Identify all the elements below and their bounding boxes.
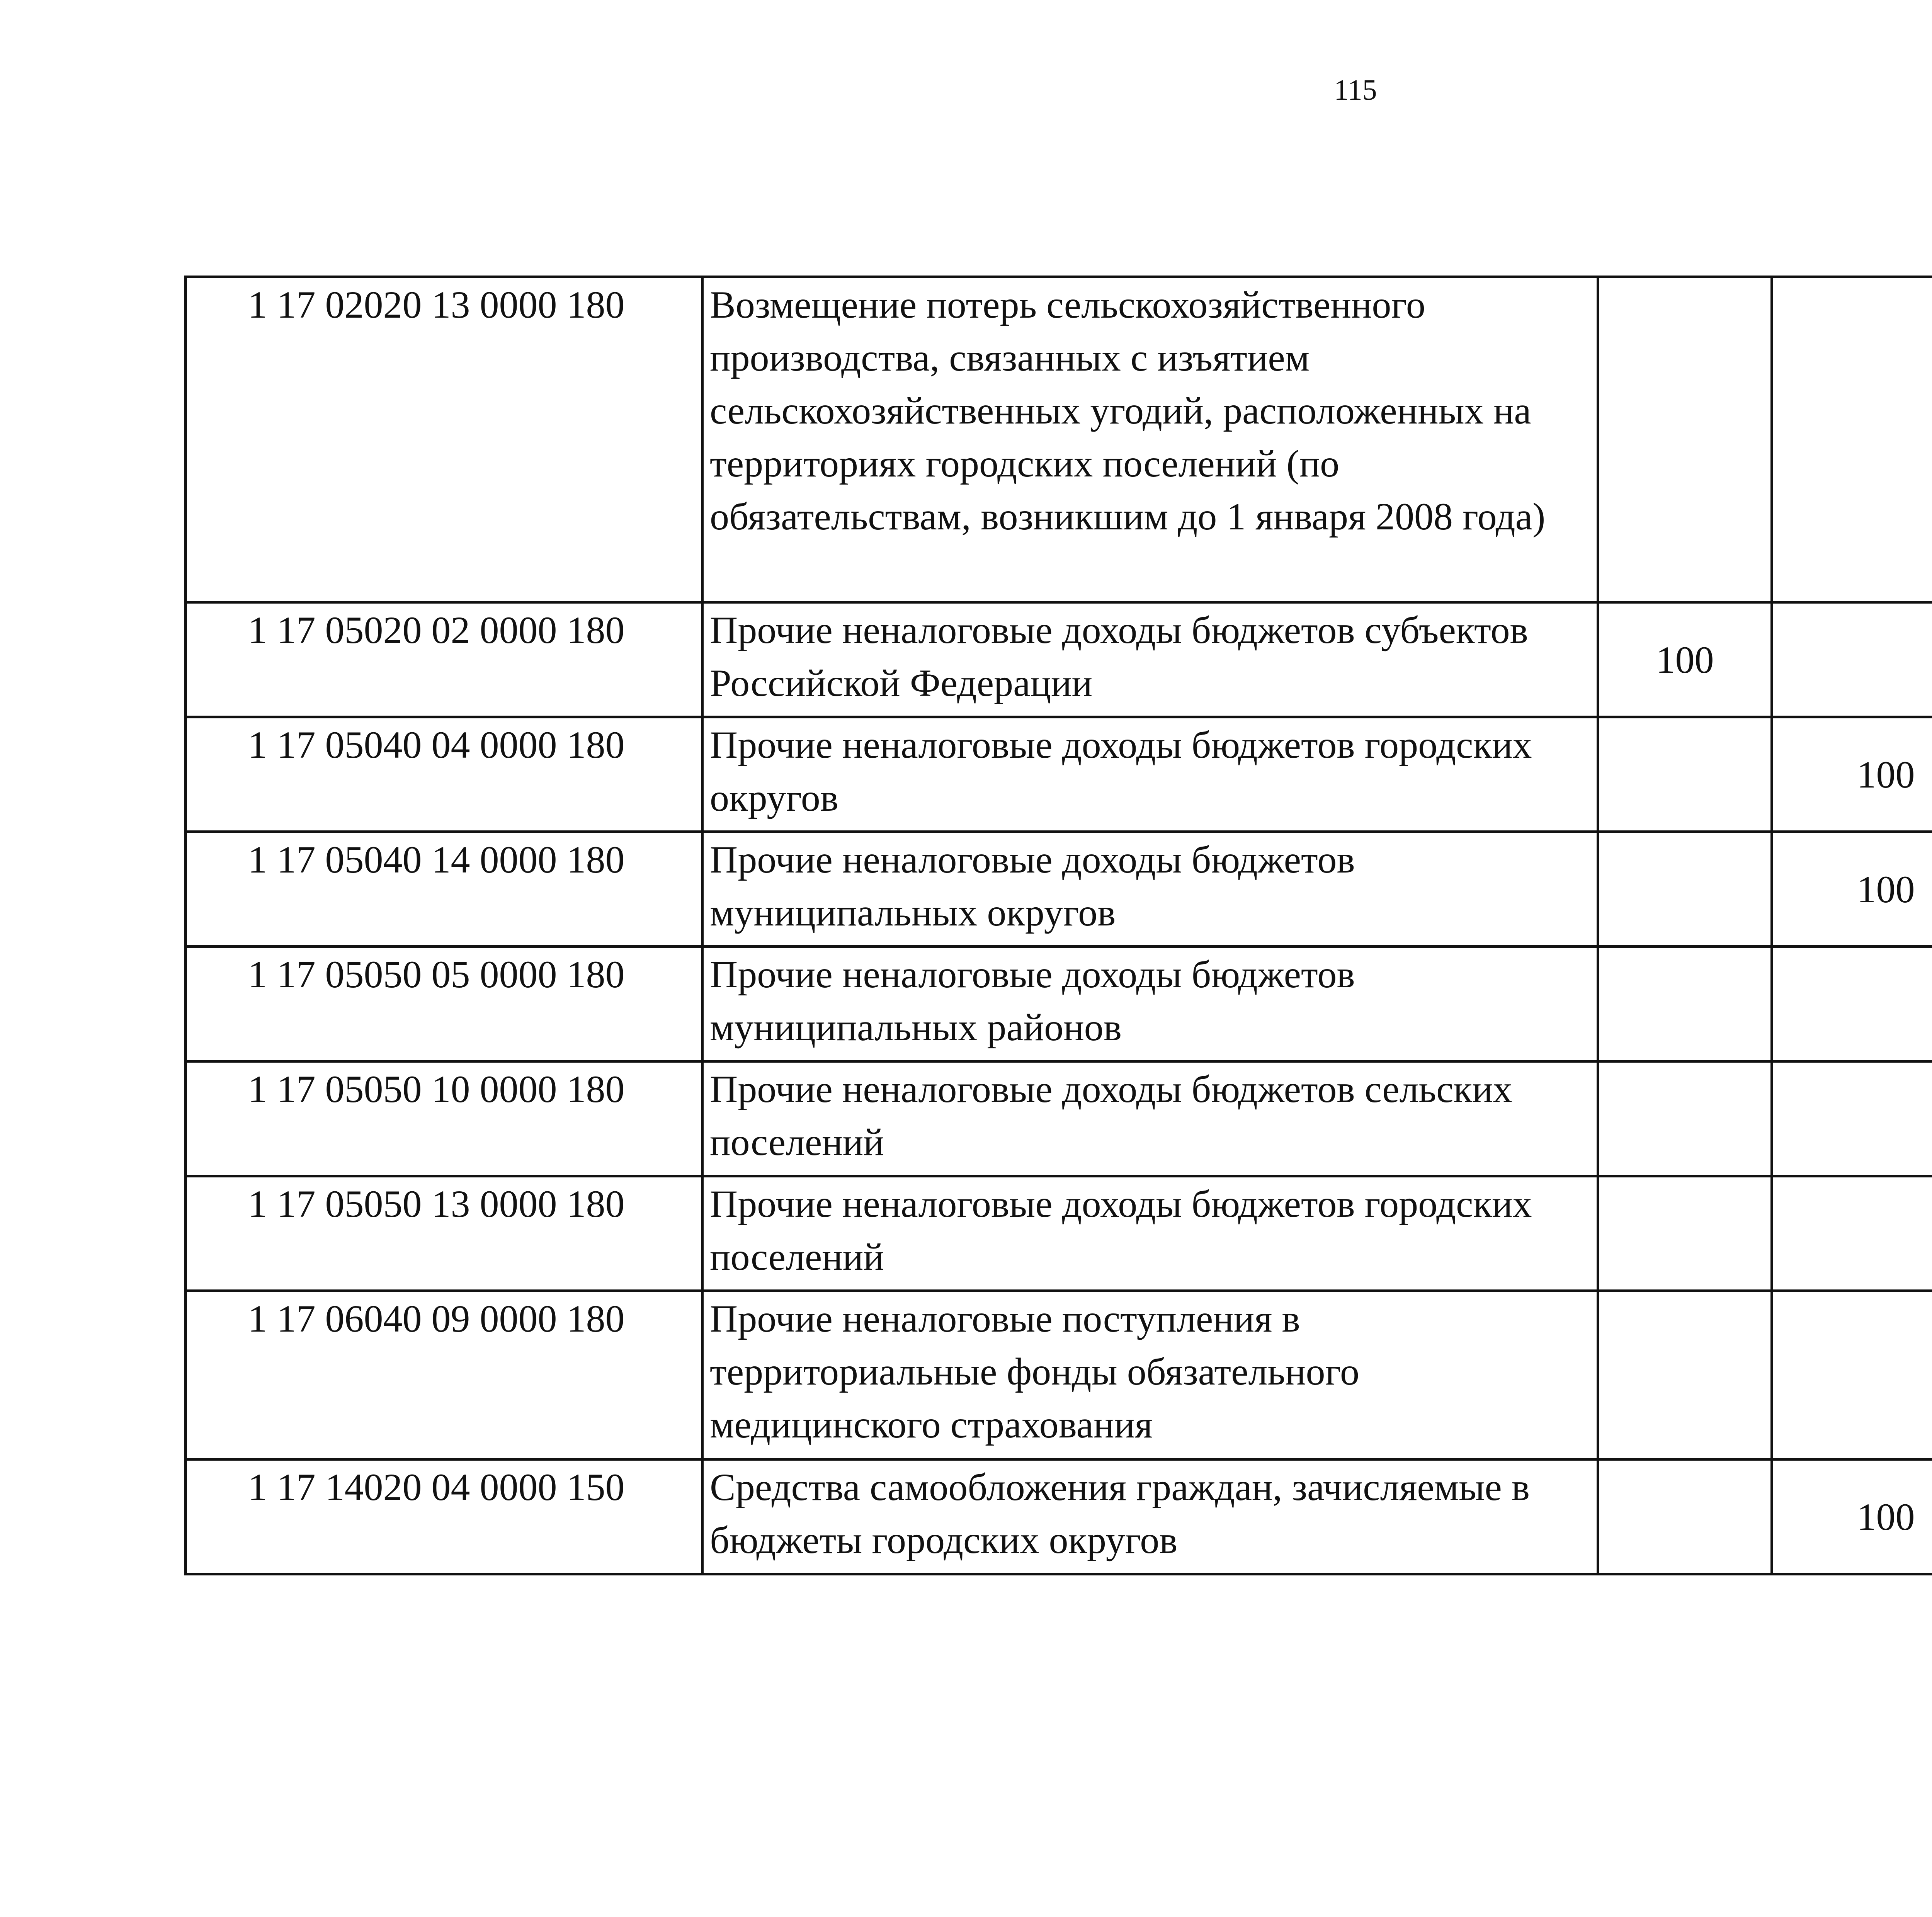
value-cell: [1598, 277, 1772, 602]
revenue-name-cell: Прочие неналоговые доходы бюджетов городских округов: [702, 717, 1598, 832]
budget-code-cell: 1 17 05050 05 0000 180: [186, 947, 702, 1061]
table-row: [186, 947, 1932, 1061]
revenue-name-cell: Прочие неналоговые доходы бюджетов сельских поселений: [702, 1061, 1598, 1176]
revenue-name-cell: Средства самообложения граждан, зачисляемые в бюджеты городских округов: [702, 1459, 1598, 1574]
value-cell: [1598, 947, 1772, 1061]
budget-code-cell: 1 17 05040 04 0000 180: [186, 717, 702, 832]
value-cell: [1772, 1291, 1932, 1459]
budget-code-cell: 1 17 06040 09 0000 180: [186, 1291, 702, 1459]
value-cell: 100: [1598, 602, 1772, 717]
table-row: [186, 1061, 1932, 1176]
value-cell: [1772, 947, 1932, 1061]
value-cell: 100: [1772, 832, 1932, 947]
revenue-name-cell: Прочие неналоговые поступления в территориальные фонды обязательного медицинского страхования: [702, 1291, 1598, 1459]
value-cell: [1772, 1061, 1932, 1176]
revenue-name-cell: Прочие неналоговые доходы бюджетов муниципальных районов: [702, 947, 1598, 1061]
budget-revenue-table: [184, 276, 1932, 1575]
value-cell: [1598, 1291, 1772, 1459]
budget-code-cell: 1 17 14020 04 0000 150: [186, 1459, 702, 1574]
revenue-name-cell: Прочие неналоговые доходы бюджетов муниципальных округов: [702, 832, 1598, 947]
table-row: [186, 1291, 1932, 1459]
table-row: [186, 602, 1932, 717]
value-cell: 100: [1772, 717, 1932, 832]
value-cell: [1598, 717, 1772, 832]
revenue-name-cell: Прочие неналоговые доходы бюджетов субъектов Российской Федерации: [702, 602, 1598, 717]
value-cell: [1772, 1176, 1932, 1291]
budget-code-cell: 1 17 02020 13 0000 180: [186, 277, 702, 602]
table-row: [186, 1176, 1932, 1291]
table-row: [186, 832, 1932, 947]
revenue-name-cell: Возмещение потерь сельскохозяйственного производства, связанных с изъятием сельскохозяйственных угодий, расположенных на территориях городских поселений (по обязательствам, возникшим до 1 января 2008 года): [702, 277, 1598, 602]
value-cell: [1598, 1176, 1772, 1291]
value-cell: 100: [1772, 1459, 1932, 1574]
budget-code-cell: 1 17 05020 02 0000 180: [186, 602, 702, 717]
value-cell: [1598, 1061, 1772, 1176]
page-number: 115: [1334, 74, 1377, 106]
budget-code-cell: 1 17 05050 13 0000 180: [186, 1176, 702, 1291]
table-row: [186, 277, 1932, 602]
budget-code-cell: 1 17 05040 14 0000 180: [186, 832, 702, 947]
table-row: [186, 717, 1932, 832]
revenue-name-cell: Прочие неналоговые доходы бюджетов городских поселений: [702, 1176, 1598, 1291]
value-cell: [1772, 277, 1932, 602]
value-cell: [1598, 1459, 1772, 1574]
budget-code-cell: 1 17 05050 10 0000 180: [186, 1061, 702, 1176]
value-cell: [1772, 602, 1932, 717]
table-row: [186, 1459, 1932, 1574]
value-cell: [1598, 832, 1772, 947]
